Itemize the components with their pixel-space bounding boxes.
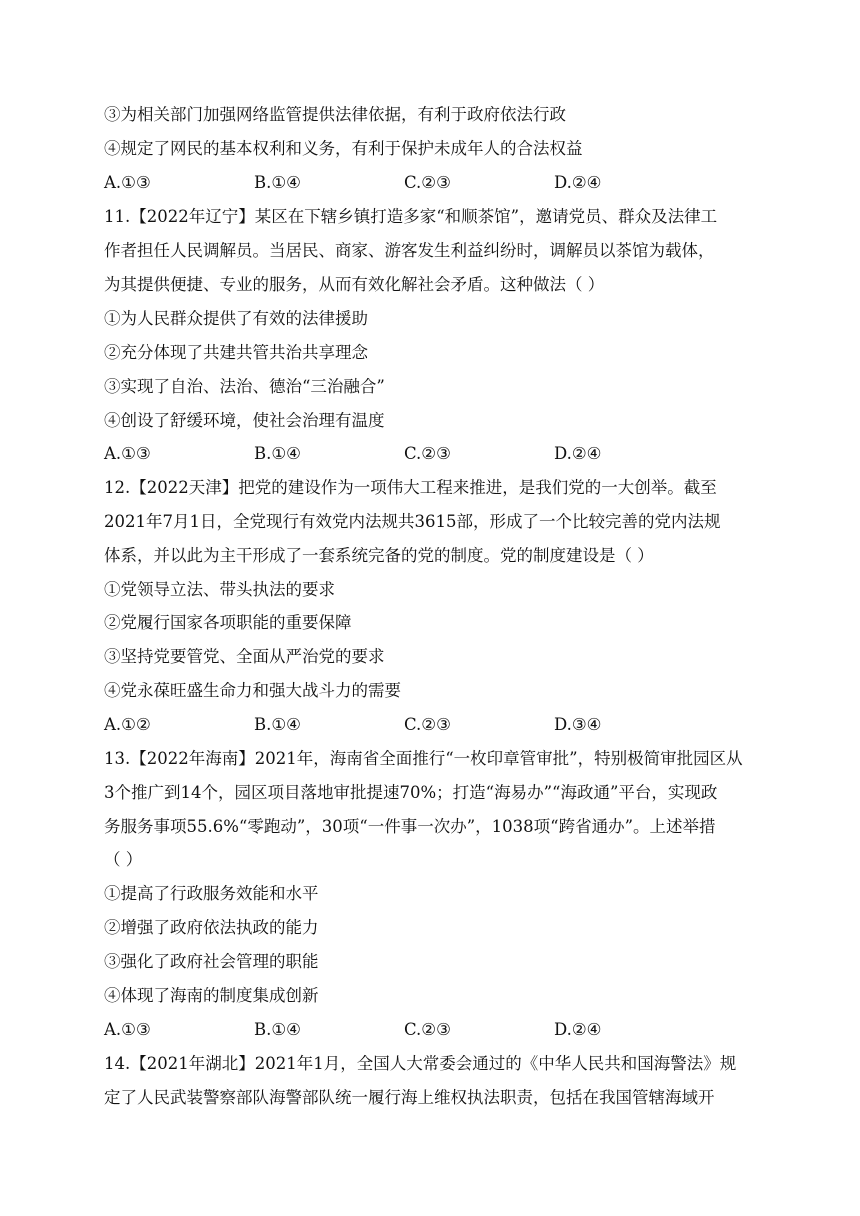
choice-item: ④创设了舒缓环境，使社会治理有温度 [104, 411, 385, 430]
option-a: A.①③ [104, 173, 151, 192]
choice-item: ④体现了海南的制度集成创新 [104, 986, 319, 1005]
question-12-stem: 体系，并以此为主干形成了一套系统完备的党的制度。党的制度建设是（ ） [104, 546, 654, 565]
choice-item: ①党领导立法、带头执法的要求 [104, 580, 335, 599]
choice-item: ③坚持党要管党、全面从严治党的要求 [104, 647, 385, 666]
question-13-stem: 务服务事项55.6%“零跑动”，30项“一件事一次办”，1038项“跨省通办”。上述举措 [104, 817, 716, 836]
answer-options [104, 1020, 764, 1040]
choice-item: ②充分体现了共建共管共治共享理念 [104, 343, 368, 362]
choice-item: ③为相关部门加强网络监管提供法律依据，有利于政府依法行政 [104, 105, 566, 124]
option-a: A.①③ [104, 1020, 151, 1039]
answer-options [104, 444, 764, 464]
option-b: B.①④ [254, 444, 301, 463]
answer-options [104, 173, 764, 193]
option-d: D.③④ [554, 715, 602, 734]
answer-options [104, 715, 764, 735]
choice-item: ③强化了政府社会管理的职能 [104, 952, 319, 971]
option-c: C.②③ [404, 173, 451, 192]
question-13-stem: 13.【2022年海南】2021年，海南省全面推行“一枚印章管审批”，特别极简审批园区从 [104, 749, 743, 768]
choice-item: ④规定了网民的基本权利和义务，有利于保护未成年人的合法权益 [104, 139, 583, 158]
option-b: B.①④ [254, 715, 301, 734]
question-14-stem: 14.【2021年湖北】2021年1月，全国人大常委会通过的《中华人民共和国海警法》规 [104, 1054, 737, 1073]
option-c: C.②③ [404, 1020, 451, 1039]
option-a: A.①③ [104, 444, 151, 463]
question-11-stem: 为其提供便捷、专业的服务，从而有效化解社会矛盾。这种做法（ ） [104, 275, 605, 294]
choice-item: ④党永葆旺盛生命力和强大战斗力的需要 [104, 681, 401, 700]
question-12-stem: 12.【2022天津】把党的建设作为一项伟大工程来推进，是我们党的一大创举。截至 [104, 478, 717, 497]
choice-item: ②党履行国家各项职能的重要保障 [104, 613, 352, 632]
choice-item: ①提高了行政服务效能和水平 [104, 884, 319, 903]
option-d: D.②④ [554, 173, 602, 192]
question-11-stem: 作者担任人民调解员。当居民、商家、游客发生利益纠纷时，调解员以茶馆为载体， [104, 241, 715, 260]
option-d: D.②④ [554, 1020, 602, 1039]
question-14-stem: 定了人民武装警察部队海警部队统一履行海上维权执法职责，包括在我国管辖海域开 [104, 1088, 715, 1107]
question-13-stem: （ ） [104, 850, 143, 869]
option-b: B.①④ [254, 173, 301, 192]
option-b: B.①④ [254, 1020, 301, 1039]
question-13-stem: 3个推广到14个，园区项目落地审批提速70%；打造“海易办”“海政通”平台，实现政 [104, 783, 718, 802]
option-d: D.②④ [554, 444, 602, 463]
option-a: A.①② [104, 715, 151, 734]
option-c: C.②③ [404, 715, 451, 734]
question-12-stem: 2021年7月1日，全党现行有效党内法规共3615部，形成了一个比较完善的党内法规 [104, 512, 721, 531]
choice-item: ③实现了自治、法治、德治“三治融合” [104, 377, 385, 396]
choice-item: ①为人民群众提供了有效的法律援助 [104, 309, 368, 328]
option-c: C.②③ [404, 444, 451, 463]
question-11-stem: 11.【2022年辽宁】某区在下辖乡镇打造多家“和顺茶馆”，邀请党员、群众及法律工 [104, 207, 718, 226]
choice-item: ②增强了政府依法执政的能力 [104, 918, 319, 937]
